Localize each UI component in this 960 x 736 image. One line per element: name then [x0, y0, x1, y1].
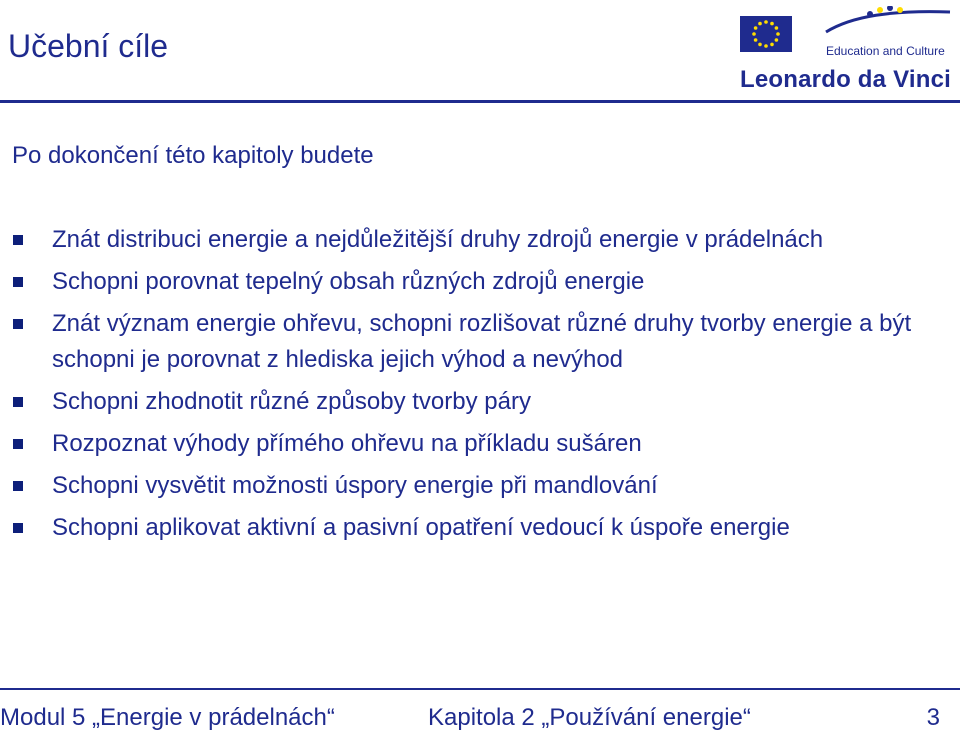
swoosh-icon: [822, 6, 954, 38]
footer-module: Modul 5 „Energie v prádelnách“: [0, 704, 335, 731]
intro-text: Po dokončení této kapitoly budete: [12, 142, 374, 169]
footer-chapter: Kapitola 2 „Používání energie“: [428, 704, 751, 731]
header-divider: [0, 100, 960, 103]
bullet-square-icon: [13, 235, 23, 245]
objective-text: Znát distribuci energie a nejdůležitější druhy zdrojů energie v prádelnách: [52, 226, 824, 253]
footer-divider: [0, 688, 960, 690]
objective-item: [0, 222, 960, 258]
education-culture-label: Education and Culture: [826, 44, 945, 58]
objective-item: [0, 468, 960, 504]
objective-text: Schopni vysvětit možnosti úspory energie při mandlování: [52, 472, 658, 499]
page-number: 3: [926, 704, 940, 731]
objective-item: [0, 384, 960, 420]
objective-text: Znát význam energie ohřevu, schopni rozlišovat různé druhy tvorby energie a být schopni je porovnat z hlediska jejich výhod a nevýhod: [52, 310, 912, 373]
bullet-square-icon: [13, 397, 23, 407]
objective-item: [0, 510, 960, 546]
objective-item: [0, 264, 960, 300]
eu-flag-icon: [740, 16, 792, 52]
bullet-square-icon: [13, 523, 23, 533]
leonardo-da-vinci-label: Leonardo da Vinci: [740, 66, 951, 93]
objective-text: Rozpoznat výhody přímého ohřevu na příkladu sušáren: [52, 430, 642, 457]
bullet-square-icon: [13, 319, 23, 329]
leonardo-logo: [738, 6, 958, 98]
objective-item: [0, 426, 960, 462]
bullet-square-icon: [13, 439, 23, 449]
slide-title: Učební cíle: [8, 28, 169, 64]
objective-item: [0, 306, 960, 378]
objective-text: Schopni zhodnotit různé způsoby tvorby páry: [52, 388, 531, 415]
objectives-list: [0, 222, 960, 552]
slide-footer: [0, 702, 960, 734]
objective-text: Schopni porovnat tepelný obsah různých zdrojů energie: [52, 268, 645, 295]
objective-text: Schopni aplikovat aktivní a pasivní opatření vedoucí k úspoře energie: [52, 514, 790, 541]
bullet-square-icon: [13, 481, 23, 491]
bullet-square-icon: [13, 277, 23, 287]
